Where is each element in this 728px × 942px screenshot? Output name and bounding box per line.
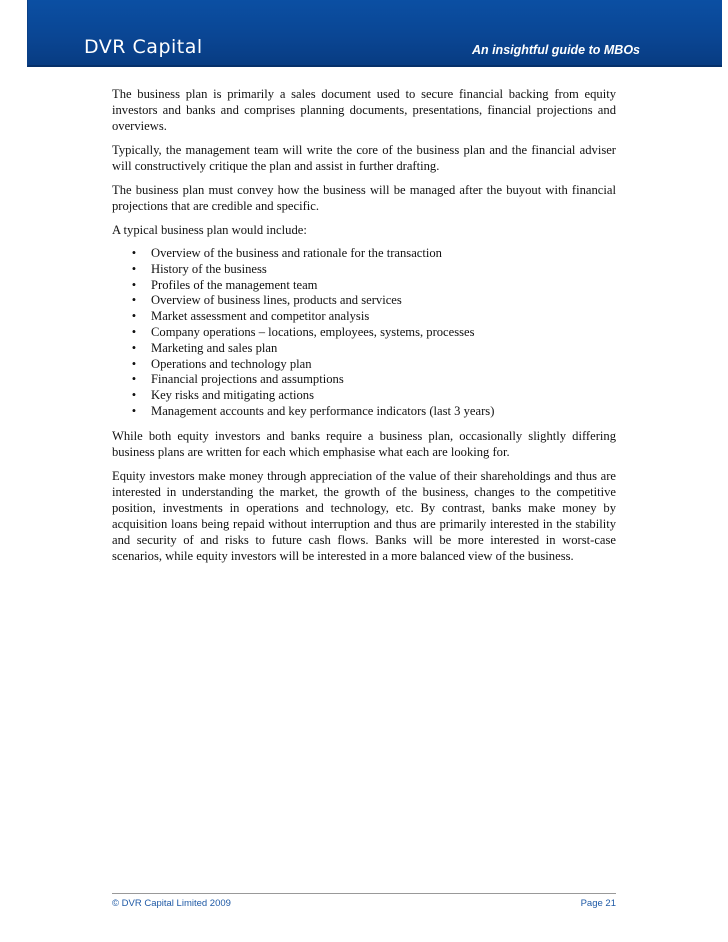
list-item <box>112 309 616 325</box>
list-item-text: Marketing and sales plan <box>151 340 278 355</box>
list-item <box>112 404 616 420</box>
list-item-text: Overview of business lines, products and services <box>151 293 402 308</box>
bullet-icon: • <box>131 261 137 276</box>
list-item <box>112 388 616 404</box>
list-item-text: Company operations – locations, employees, systems, processes <box>151 324 475 339</box>
list-item-text: Profiles of the management team <box>151 277 318 292</box>
list-item <box>112 341 616 357</box>
list-item-text: Financial projections and assumptions <box>151 372 344 387</box>
list-item <box>112 357 616 373</box>
brand-logo: DVR Capital <box>84 36 203 58</box>
list-item-text: History of the business <box>151 261 267 276</box>
header-tagline: An insightful guide to MBOs <box>471 43 640 57</box>
paragraph-convey: The business plan must convey how the business will be managed after the buyout with financial projections that are credible and specific. <box>112 183 616 213</box>
list-item-text: Overview of the business and rationale for the transaction <box>151 246 442 260</box>
list-item-text: Market assessment and competitor analysis <box>151 309 370 324</box>
bullet-icon: • <box>131 340 137 355</box>
list-item <box>112 293 616 309</box>
footer-copyright: © DVR Capital Limited 2009 <box>112 898 231 909</box>
business-plan-contents-list <box>112 246 616 420</box>
page-number: Page 21 <box>580 898 616 909</box>
paragraph-drafting: Typically, the management team will write the core of the business plan and the financial adviser will constructively critique the plan and assist in further drafting. <box>112 143 616 173</box>
list-item <box>112 278 616 294</box>
bullet-icon: • <box>131 277 137 292</box>
list-item <box>112 246 616 262</box>
list-item <box>112 325 616 341</box>
footer-divider <box>112 893 616 894</box>
bullet-icon: • <box>131 388 137 403</box>
list-item-text: Operations and technology plan <box>151 356 312 371</box>
bullet-icon: • <box>131 324 137 339</box>
list-item-text: Key risks and mitigating actions <box>151 388 314 403</box>
paragraph-investors-vs-banks: Equity investors make money through appreciation of the value of their shareholdings and thus are interested in understanding the market, the growth of the business, changes to the competitive position, investments in operations and technology, etc. By contrast, banks make money by acquisition loans being repaid without interruption and thus are primarily interested in the stability and security of and risks to future cash flows. Banks will be more interested in worst-case scenarios, while equity investors will be interested in a more balanced view of the business. <box>112 468 616 563</box>
bullet-icon: • <box>131 372 137 387</box>
bullet-icon: • <box>131 293 137 308</box>
bullet-icon: • <box>131 356 137 371</box>
paragraph-intro: The business plan is primarily a sales document used to secure financial backing from equity investors and banks and comprises planning documents, presentations, financial projections and overviews. <box>112 87 616 133</box>
list-item <box>112 372 616 388</box>
bullet-icon: • <box>131 403 137 418</box>
paragraph-differing-plans: While both equity investors and banks require a business plan, occasionally slightly differing business plans are written for each which emphasise what each are looking for. <box>112 428 616 459</box>
list-item-text: Management accounts and key performance indicators (last 3 years) <box>151 403 495 418</box>
bullet-icon: • <box>131 246 137 260</box>
bullet-icon: • <box>131 309 137 324</box>
page-content <box>112 86 616 572</box>
list-item <box>112 262 616 278</box>
paragraph-list-intro: A typical business plan would include: <box>112 223 307 237</box>
